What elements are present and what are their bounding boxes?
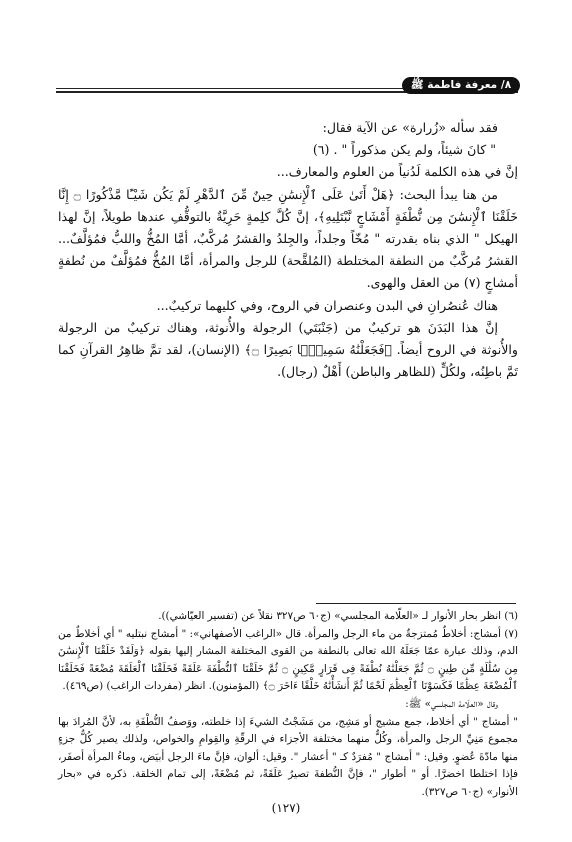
paragraph-question: فقد سأله «زُرارة» عن الآية فقال: bbox=[322, 120, 498, 135]
footnote-separator bbox=[316, 603, 516, 604]
footnote-majlisi-intro: وقال «العلّامة المجلسي» ﷺ: bbox=[405, 697, 498, 710]
quote-text: " كانَ شيئاً، ولم يكن مذكوراً " . bbox=[333, 142, 496, 158]
paragraph-quote bbox=[58, 139, 518, 161]
paragraph-research bbox=[58, 184, 518, 295]
research-tail: من العقل والهوى. bbox=[366, 275, 460, 291]
paragraph-elements: هناك عُنصُرانِ في البدن وعنصران في الروح، وفي كليهما تركيبٌ... bbox=[156, 297, 498, 313]
footnote-majlisi-text: " أمشاج " أي أخلاط، جمع مشيج أو مَشِج، من مَشَجْتُ الشيءَ إذا خلطته، ووَصفُ النُّطْفَةِ به، لأنَّ المُرادَ بها مجموع مَنِيِّ الرجل والمرأة، وكُلٌّ منهما مختلفة الأجزاء في الرقّةِ والقِوامِ والخواص، ولذلك يصير كُلُّ جزءٍ منها مادّةَ عُضوٍ. وقيل: " أمشاج " مُفرَدٌ كـ " أعشار ". وقيل: ألوان، فإنَّ ماءَ الرجل أبيَض، وماءُ المرأة أصفَر، فإذا اختلطا اخضرَّا. أو " أطوار "، فإنَّ النُّطفةَ تصيرُ عَلَقَةً، ثم مُضْغَةً، إلى تمام الخلقة. ذكره في «بحار الأنوار» (ج٦٠ ص٣٢٧). bbox=[58, 715, 518, 798]
page-number: (١٢٧) bbox=[271, 801, 301, 815]
footnote-marker-7: (٧) bbox=[463, 275, 481, 291]
paragraph-composition: إنَّ هذا البَدَنَ هو تركيبٌ من (جَنْبَتَي) الرجولة والأُنوثة، وهناك تركيبٌ من الرجولة والأُنوثة في الروح أيضاً. ﴿فَجَعَلْنَٰهُ سَمِيعًۢا بَصِيرًا ۝﴾ (الإنسان)، لقد تمَّ ظاهِرُ القرآنِ كما تَمَّ باطِنُه، ولكُلٍّ (للظاهر والباطن) أَهْلٌ (رجال). bbox=[58, 319, 519, 380]
footnote-6: (٦) انظر بحار الأنوار لـ «العلّامة المجلسي» (ج٦٠ ص٣٢٧ نقلاً عن (تفسير العيّاشي)). bbox=[158, 610, 518, 622]
footnote-marker-6: (٦) bbox=[312, 142, 330, 158]
running-header-title: ٨/ معرفة فاطمة ﷺ bbox=[402, 77, 520, 94]
footnote-7: (٧) أمشاج: أخلاطٌ مُمتزجةٌ من ماء الرجل والمرأة. قال «الراغب الأصفهاني»: " أمشاج نبتليه " أي أخلاطٌ من الدم، وذلك عبارة عمّا جَعَلَهُ الله تعالى بالنطفة من القوى المختلفة المشار إليها بقوله ﴿وَلَقَدْ خَلَقْنَا ٱلْإِنسَٰنَ مِن سُلَٰلَةٍ مِّن طِينٍ ۝ ثُمَّ جَعَلْنَٰهُ نُطْفَةً فِى قَرَارٍ مَّكِينٍ ۝ ثُمَّ خَلَقْنَا ٱلنُّطْفَةَ عَلَقَةً فَخَلَقْنَا ٱلْعَلَقَةَ مُضْغَةً فَخَلَقْنَا ٱلْمُضْغَةَ عِظَٰمًا فَكَسَوْنَا ٱلْعِظَٰمَ لَحْمًا ثُمَّ أَنشَأْنَٰهُ خَلْقًا ءَاخَرَ ۝﴾ (المؤمنون). انظر (مفردات الراغب) (ص٤٦٩). bbox=[58, 627, 518, 693]
paragraph-knowledge: إنَّ في هذه الكلمة لَدُنياً من العلوم والمعارف... bbox=[276, 164, 518, 180]
research-text: من هنا يبدأ البحث: ﴿هَلْ أَتَىٰ عَلَى ٱلْإِنسَٰنِ حِينٌ مِّنَ ٱلدَّهْرِ لَمْ يَكُن شَيْـًٔا مَّذْكُورًا ۝ إِنَّا خَلَقْنَا ٱلْإِنسَٰنَ مِن نُّطْفَةٍ أَمْشَاجٍ نَّبْتَلِيهِ﴾، إنَّ كُلَّ كلِمةٍ حَرِيَّةٌ بالتوقُّفِ عندها طويلاً، إنَّ لهذا الهيكل " الذي بناه بقدرته " مُخّاً وجلداً، والجِلدُ والقشرُ مُركَّبٌ، أمَّا المُخُّ واللبُّ فمُؤلَّفٌ... القشرُ مُركَّبٌ من النطفة المختلطة (المُلقَّحة) للرجل والمرأة، أمَّا المُخُّ فمُؤلَّفٌ من نُطفةٍ أمشاجٍ bbox=[58, 186, 518, 291]
main-text bbox=[58, 117, 518, 383]
footnotes bbox=[58, 608, 518, 802]
